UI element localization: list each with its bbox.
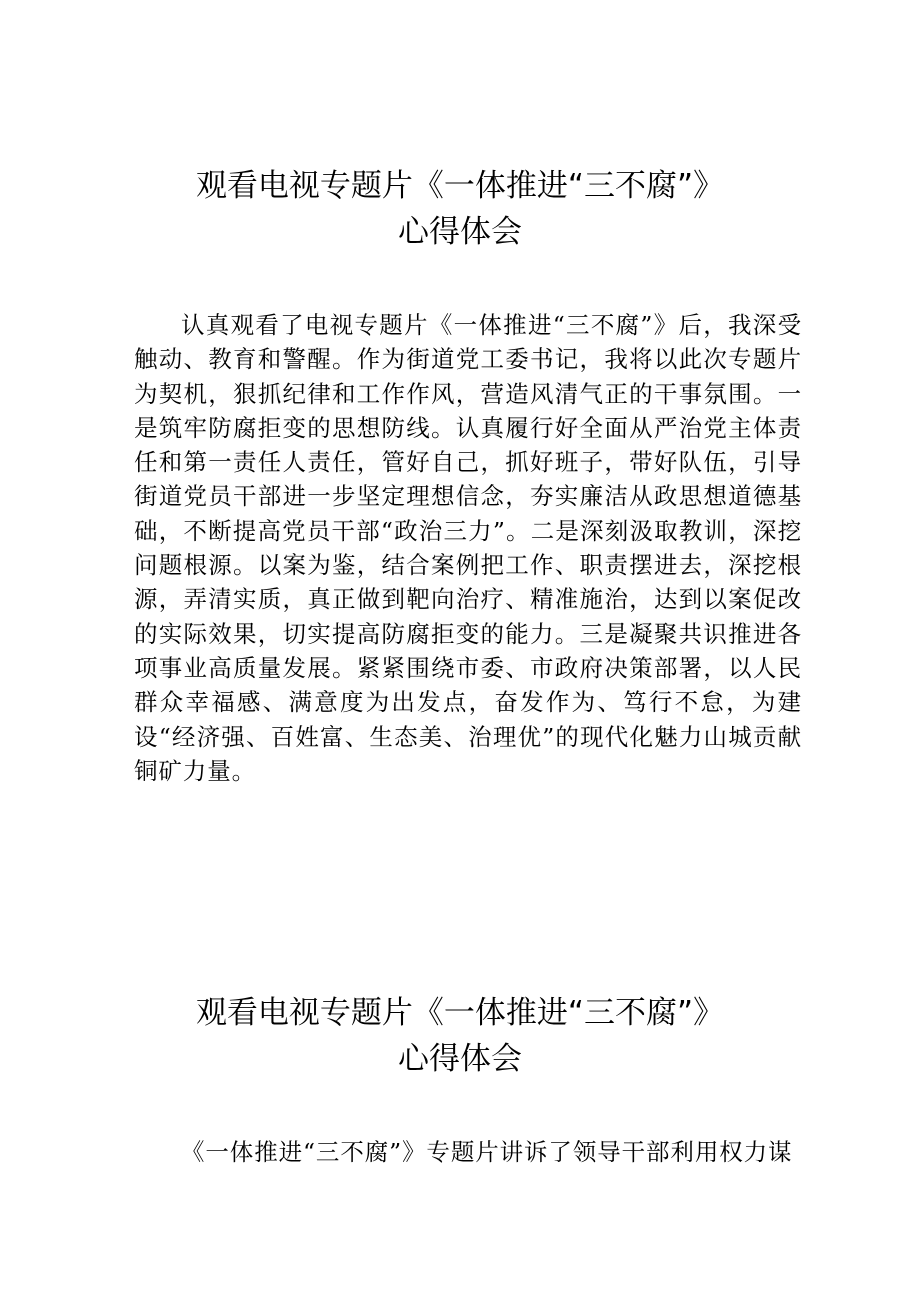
second-article-title (0, 990, 920, 1082)
second-article-title-line-2: 心得体会 (398, 1041, 522, 1077)
article-title-line-2: 心得体会 (398, 214, 522, 250)
article-title-line-1: 观看电视专题片《一体推进“三不腐”》 (195, 168, 725, 204)
second-article-body: 《一体推进“三不腐”》专题片讲诉了领导干部利用权力谋 (181, 1138, 793, 1166)
article-body: 认真观看了电视专题片《一体推进“三不腐”》后，我深受触动、教育和警醒。作为街道党工委书记，我将以此次专题片为契机，狠抓纪律和工作作风，营造风清气正的干事氛围。一是筑牢防腐拒变的思想防线。认真履行好全面从严治党主体责任和第一责任人责任，管好自己，抓好班子，带好队伍，引导街道党员干部进一步坚定理想信念，夯实廉洁从政思想道德基础，不断提高党员干部“政治三力”。二是深刻汲取教训，深挖问题根源。以案为鉴，结合案例把工作、职责摆进去，深挖根源，弄清实质，真正做到靶向治疗、精准施治，达到以案促改的实际效果，切实提高防腐拒变的能力。三是凝聚共识推进各项事业高质量发展。紧紧围绕市委、市政府决策部署，以人民群众幸福感、满意度为出发点，奋发作为、笃行不怠，为建设“经济强、百姓富、生态美、治理优”的现代化魅力山城贡献铜矿力量。 (134, 311, 802, 785)
article-title (0, 163, 920, 255)
second-article-title-line-1: 观看电视专题片《一体推进“三不腐”》 (195, 995, 725, 1031)
